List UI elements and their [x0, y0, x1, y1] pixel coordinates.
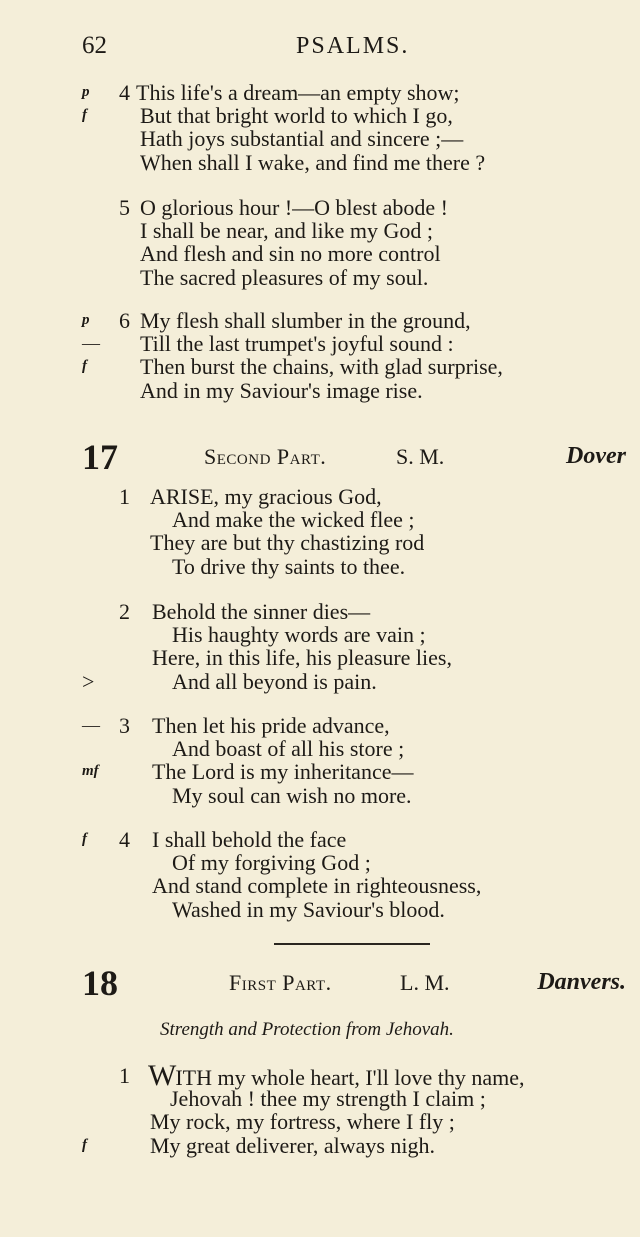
stanza-line	[0, 646, 640, 669]
stanza-line	[0, 828, 640, 851]
dynamic-mark: —	[82, 333, 100, 354]
stanza-number: 5	[119, 195, 130, 220]
line-text: My flesh shall slumber in the ground,	[140, 308, 471, 333]
line-text-rest: ITH my whole heart, I'll love thy name,	[175, 1065, 525, 1090]
line-text: Hath joys substantial and sincere ;—	[140, 126, 464, 152]
line-text: And stand complete in righteousness,	[152, 873, 482, 899]
stanza-line	[0, 1059, 640, 1092]
stanza-line	[0, 508, 640, 531]
dynamic-mark: f	[82, 831, 87, 847]
stanza-line	[0, 104, 640, 127]
running-title: PSALMS.	[296, 33, 410, 59]
line-text: My soul can wish no more.	[172, 782, 412, 808]
line-text: I shall be near, and like my God ;	[140, 218, 433, 244]
meter-label: L. M.	[400, 970, 450, 995]
stanza-line	[0, 737, 640, 760]
line-text: This life's a dream—an empty show;	[136, 80, 460, 105]
hymn-subtitle: Strength and Protection from Jehovah.	[160, 1019, 454, 1040]
hymn-18-stanza-1	[0, 1059, 640, 1158]
stanza-line	[0, 1087, 640, 1110]
dynamic-mark: p	[82, 84, 90, 100]
stanza-line	[0, 898, 640, 921]
stanza-line	[0, 555, 640, 578]
line-text: The Lord is my inheritance—	[152, 759, 414, 785]
stanza-line	[0, 196, 640, 219]
stanza-line	[0, 760, 640, 783]
line-text: O glorious hour !—O blest abode !	[140, 195, 448, 220]
line-text: His haughty words are vain ;	[172, 622, 426, 648]
line-text: My rock, my fortress, where I fly ;	[150, 1109, 455, 1135]
dynamic-mark: f	[82, 107, 87, 124]
stanza-number: 6	[119, 308, 130, 333]
line-text: Of my forgiving God ;	[172, 850, 371, 876]
hymn-17-stanza-1	[0, 485, 640, 578]
hymn-number: 17	[82, 437, 118, 477]
line-text: Till the last trumpet's joyful sound :	[140, 331, 454, 357]
stanza-line	[0, 714, 640, 737]
stanza-line	[0, 81, 640, 104]
drop-cap: W	[148, 1059, 176, 1092]
stanza-line	[0, 266, 640, 289]
stanza-line	[0, 784, 640, 807]
dynamic-mark: f	[82, 358, 87, 375]
hymn-17-stanza-3	[0, 714, 640, 807]
line-text: ARISE, my gracious God,	[150, 484, 382, 509]
line-text: Here, in this life, his pleasure lies,	[152, 645, 452, 671]
stanza-number: 1	[119, 484, 130, 509]
line-text: When shall I wake, and find me there ?	[140, 149, 486, 175]
part-label: First Part.	[229, 970, 332, 995]
stanza-4	[0, 81, 640, 174]
dynamic-mark: mf	[82, 763, 99, 780]
line-text: And flesh and sin no more control	[140, 241, 441, 267]
stanza-line	[0, 379, 640, 402]
stanza-line	[0, 127, 640, 150]
part-label: Second Part.	[204, 444, 327, 469]
dynamic-mark: >	[82, 668, 95, 694]
stanza-line	[0, 874, 640, 897]
line-text: Then burst the chains, with glad surprise,	[140, 354, 503, 380]
line-text: My great deliverer, always nigh.	[150, 1132, 436, 1158]
hymn-number: 18	[82, 963, 118, 1003]
stanza-5	[0, 196, 640, 289]
line-text: But that bright world to which I go,	[140, 103, 453, 129]
dynamic-mark: p	[82, 312, 90, 328]
page-number: 62	[82, 32, 107, 59]
stanza-number: 4	[119, 827, 130, 852]
stanza-line	[0, 485, 640, 508]
line-text: The sacred pleasures of my soul.	[140, 264, 429, 290]
stanza-line	[0, 600, 640, 623]
stanza-line	[0, 332, 640, 355]
hymn-17-heading	[0, 436, 640, 480]
line-text: They are but thy chastizing rod	[150, 530, 425, 556]
stanza-6	[0, 309, 640, 402]
stanza-line	[0, 1110, 640, 1133]
meter-label: S. M.	[396, 444, 445, 469]
hymn-18-heading	[0, 962, 640, 1006]
stanza-line	[0, 531, 640, 554]
stanza-line	[0, 219, 640, 242]
hymn-17-stanza-2	[0, 600, 640, 693]
line-text: I shall behold the face	[152, 827, 347, 852]
stanza-line	[0, 242, 640, 265]
stanza-line	[0, 1134, 640, 1157]
stanza-line	[0, 309, 640, 332]
line-text: Behold the sinner dies—	[152, 599, 371, 624]
line-text: Jehovah ! thee my strength I claim ;	[170, 1086, 486, 1112]
stanza-number: 1	[119, 1063, 130, 1088]
line-text: And boast of all his store ;	[172, 736, 405, 762]
stanza-number: 4	[119, 80, 130, 105]
stanza-line	[0, 151, 640, 174]
stanza-line	[0, 670, 640, 693]
stanza-line	[0, 355, 640, 378]
line-text: And all beyond is pain.	[172, 668, 377, 694]
stanza-number: 2	[119, 599, 130, 624]
stanza-line	[0, 623, 640, 646]
tune-name: Dover	[566, 443, 626, 469]
line-text: And in my Saviour's image rise.	[140, 377, 423, 403]
line-text: And make the wicked flee ;	[172, 507, 415, 533]
page-header	[0, 30, 640, 66]
section-divider	[274, 943, 430, 945]
line-text: Washed in my Saviour's blood.	[172, 896, 445, 922]
stanza-line	[0, 851, 640, 874]
line-text: Then let his pride advance,	[152, 713, 390, 738]
tune-name: Danvers.	[537, 969, 626, 995]
line-text: To drive thy saints to thee.	[172, 553, 406, 579]
hymn-17-stanza-4	[0, 828, 640, 921]
dynamic-mark: —	[82, 715, 100, 735]
stanza-number: 3	[119, 713, 130, 738]
dynamic-mark: f	[82, 1136, 87, 1153]
